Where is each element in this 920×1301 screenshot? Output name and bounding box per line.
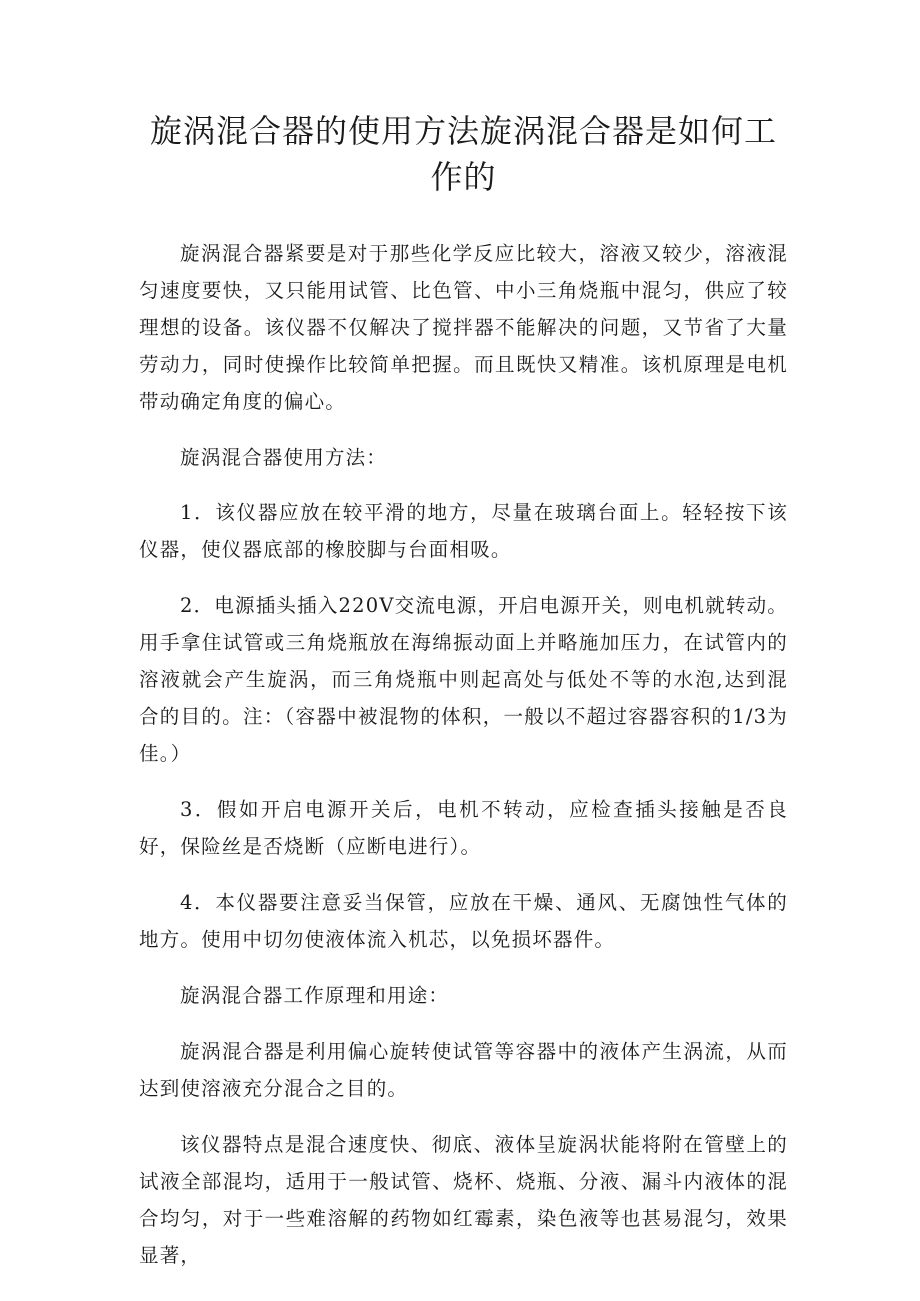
document-body — [139, 235, 788, 1274]
paragraph-usage-heading: 旋涡混合器使用方法： — [180, 446, 388, 469]
paragraph-step-4: 4．本仪器要注意妥当保管，应放在干燥、通风、无腐蚀性气体的地方。使用中切勿使液体流入机芯，以免损坏器件。 — [139, 891, 788, 951]
document-title: 旋涡混合器的使用方法旋涡混合器是如何工作的 — [149, 112, 777, 196]
paragraph-principle: 旋涡混合器是利用偏心旋转使试管等容器中的液体产生涡流，从而达到使溶液充分混合之目的。 — [139, 1040, 788, 1100]
paragraph-principle-heading: 旋涡混合器工作原理和用途： — [180, 984, 450, 1007]
paragraph-step-3: 3．假如开启电源开关后，电机不转动，应检查插头接触是否良好，保险丝是否烧断（应断电进行）。 — [139, 798, 788, 858]
paragraph-step-2: 2．电源插头插入220V交流电源，开启电源开关，则电机就转动。用手拿住试管或三角烧瓶放在海绵振动面上并略施加压力，在试管内的溶液就会产生旋涡，而三角烧瓶中则起高处与低处不等的水泡,达到混合的目的。注：（容器中被混物的体积，一般以不超过容器容积的1/3为佳。） — [139, 594, 788, 765]
paragraph-features: 该仪器特点是混合速度快、彻底、液体呈旋涡状能将附在管壁上的试液全部混均，适用于一般试管、烧杯、烧瓶、分液、漏斗内液体的混合均匀，对于一些难溶解的药物如红霉素，染色液等也甚易混匀，效果显著， — [139, 1133, 788, 1267]
paragraph-intro: 旋涡混合器紧要是对于那些化学反应比较大，溶液又较少，溶液混匀速度要快，又只能用试管、比色管、中小三角烧瓶中混匀，供应了较理想的设备。该仪器不仅解决了搅拌器不能解决的问题，又节省了大量劳动力，同时使操作比较简单把握。而且既快又精准。该机原理是电机带动确定角度的偏心。 — [139, 242, 788, 413]
paragraph-step-1: 1．该仪器应放在较平滑的地方，尽量在玻璃台面上。轻轻按下该仪器，使仪器底部的橡胶脚与台面相吸。 — [139, 501, 788, 561]
